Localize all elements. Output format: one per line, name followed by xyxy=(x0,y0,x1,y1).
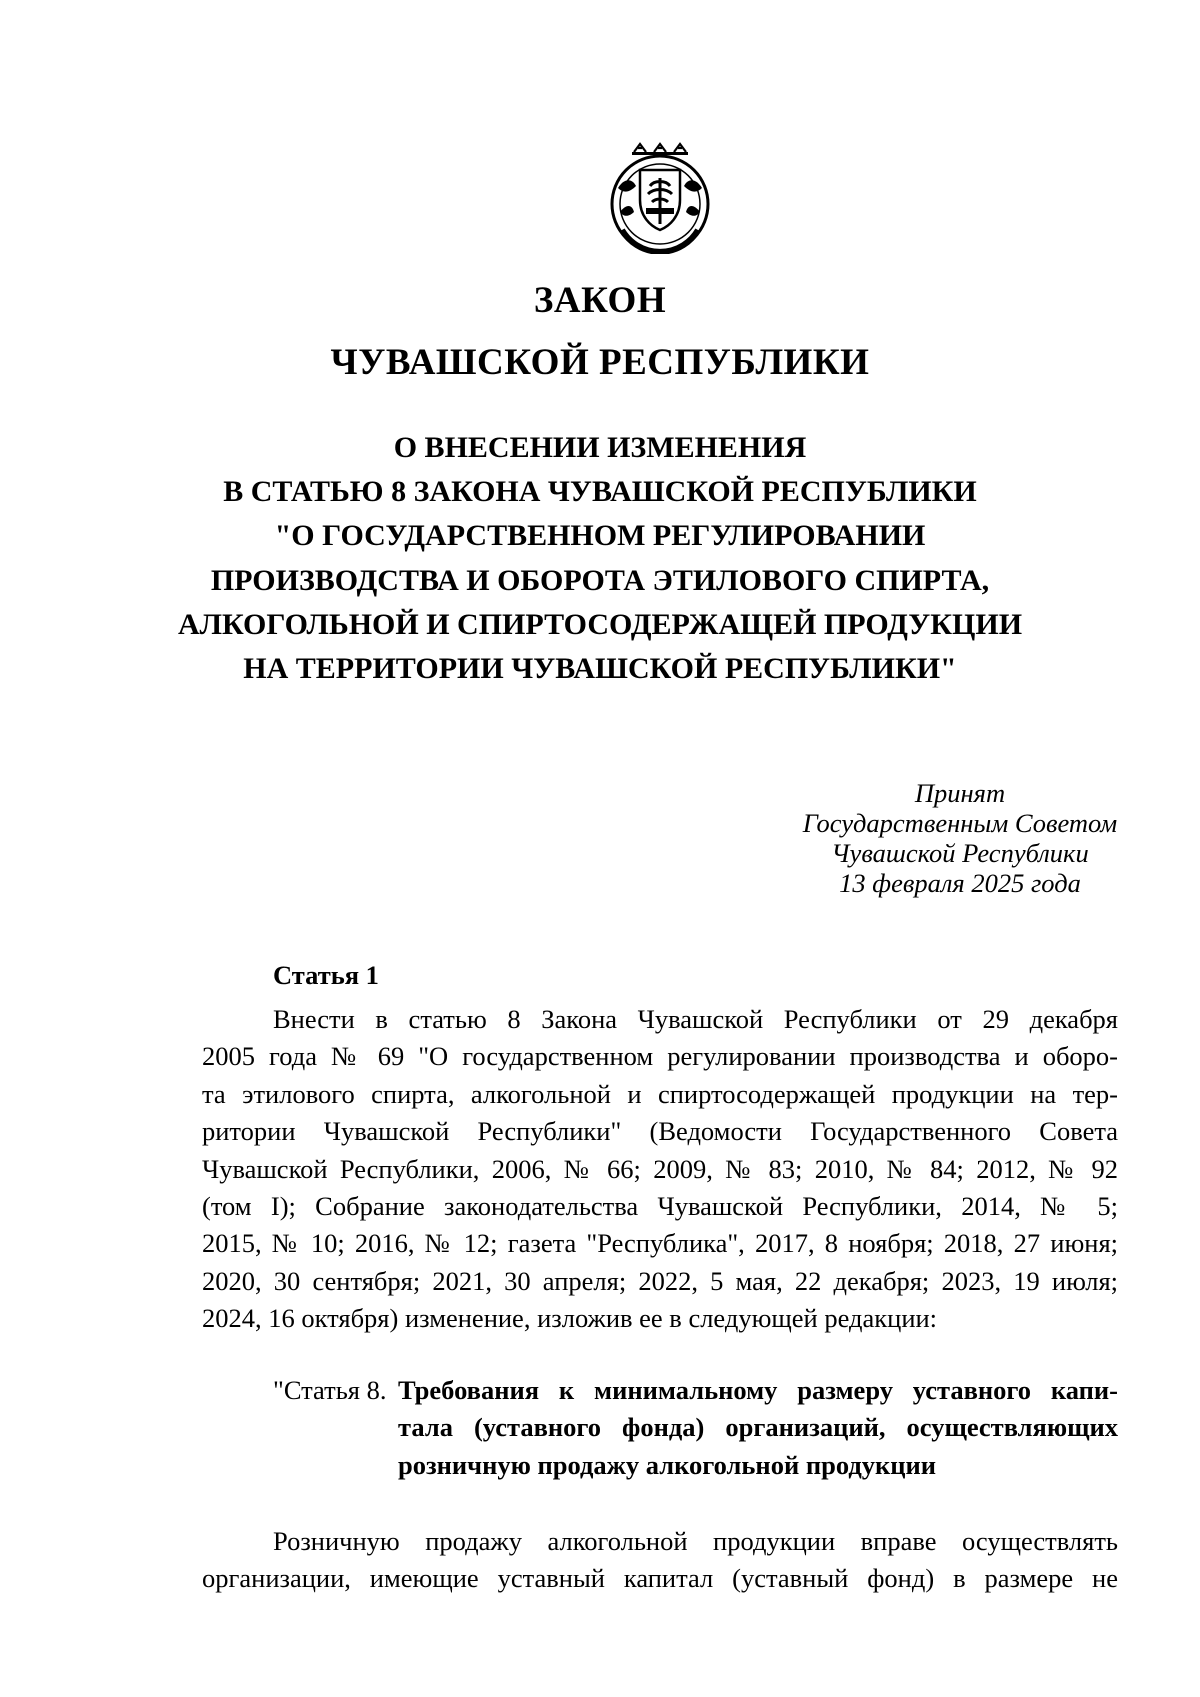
text-line: ритории Чувашской Республики" (Ведомости Государственного Совета xyxy=(202,1116,1118,1147)
article-1-heading: Статья 1 xyxy=(273,960,379,990)
text-line: та этилового спирта, алкогольной и спиртосодержащей продукции на тер- xyxy=(202,1078,1118,1109)
subject-line: НА ТЕРРИТОРИИ ЧУВАШСКОЙ РЕСПУБЛИКИ" xyxy=(243,652,957,686)
article-8-label: "Статья 8. xyxy=(273,1375,387,1405)
adoption-line: Принят xyxy=(914,778,1006,808)
article-8-text xyxy=(202,1523,1118,1598)
law-title-line-1: ЗАКОН xyxy=(533,280,667,321)
law-subject xyxy=(150,426,1050,691)
article-1-text xyxy=(202,1001,1118,1338)
adoption-line: Чувашской Республики xyxy=(831,838,1089,868)
text-line: Внести в статью 8 Закона Чувашской Республики от 29 декабря xyxy=(273,1004,1118,1034)
subject-line: "О ГОСУДАРСТВЕННОМ РЕГУЛИРОВАНИИ xyxy=(274,519,926,553)
text-line: 2020, 30 сентября; 2021, 30 апреля; 2022, 5 мая, 22 декабря; 2023, 19 июля; xyxy=(202,1265,1118,1296)
text-line: (том I); Собрание законодательства Чувашской Республики, 2014, № 5; xyxy=(202,1191,1118,1222)
chuvash-republic-emblem-icon xyxy=(598,138,722,254)
text-line: Розничную продажу алкогольной продукции вправе осуществлять xyxy=(273,1526,1118,1556)
subject-line: ПРОИЗВОДСТВА И ОБОРОТА ЭТИЛОВОГО СПИРТА, xyxy=(210,563,990,597)
adoption-line: Государственным Советом xyxy=(802,808,1118,838)
text-line: Чувашской Республики, 2006, № 66; 2009, № 83; 2010, № 84; 2012, № 92 xyxy=(202,1153,1118,1184)
text-line: 2024, 16 октября) изменение, изложив ее в следующей редакции: xyxy=(202,1303,938,1334)
text-line: 2015, № 10; 2016, № 12; газета "Республика", 2017, 8 ноября; 2018, 27 июня; xyxy=(202,1228,1118,1259)
article-8-title xyxy=(398,1372,1118,1484)
subject-line: О ВНЕСЕНИИ ИЗМЕНЕНИЯ xyxy=(393,431,807,464)
subject-line: В СТАТЬЮ 8 ЗАКОНА ЧУВАШСКОЙ РЕСПУБЛИКИ xyxy=(223,475,977,509)
adoption-date: 13 февраля 2025 года xyxy=(839,868,1081,898)
title-line: розничную продажу алкогольной продукции xyxy=(398,1449,937,1480)
text-line: 2005 года № 69 "О государственном регулировании производства и оборо- xyxy=(202,1041,1118,1072)
title-line: Требования к минимальному размеру уставного капи- xyxy=(398,1375,1118,1405)
law-title-line-2: ЧУВАШСКОЙ РЕСПУБЛИКИ xyxy=(330,342,870,383)
text-line: организации, имеющие уставный капитал (уставный фонд) в размере не xyxy=(202,1563,1118,1594)
adoption-note xyxy=(780,778,1140,898)
title-line: тала (уставного фонда) организаций, осуществляющих xyxy=(398,1412,1118,1443)
subject-line: АЛКОГОЛЬНОЙ И СПИРТОСОДЕРЖАЩЕЙ ПРОДУКЦИИ xyxy=(177,607,1023,641)
